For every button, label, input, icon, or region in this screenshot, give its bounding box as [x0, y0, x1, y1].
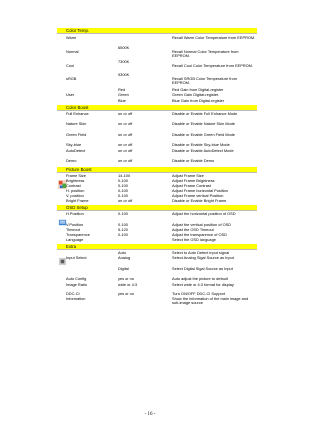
- setting-range: on or off: [118, 142, 133, 147]
- setting-range: 0-100: [118, 193, 128, 198]
- setting-name: Demo: [66, 158, 77, 163]
- setting-description: Disable or Enable Sky-blue Mode: [172, 142, 230, 147]
- setting-description: Disable or Enable Demo: [172, 158, 215, 163]
- setting-range: wide or 4:3: [118, 282, 138, 287]
- table-section: [57, 28, 257, 105]
- setting-name: DDC-CI: [66, 291, 80, 296]
- setting-name: V.Position: [66, 222, 84, 227]
- setting-description: Recall SRGB Color Temperature from EEPROM.: [172, 76, 238, 86]
- setting-description: Adjust Frame Brightness: [172, 178, 215, 183]
- setting-description: Adjust the transparence of OSD: [172, 232, 227, 237]
- setting-range: 5-120: [118, 227, 128, 232]
- setting-range: Digital: [118, 266, 129, 271]
- setting-range: 14-100: [118, 173, 131, 178]
- section-header: [57, 167, 257, 173]
- setting-name: Timeout: [66, 227, 80, 232]
- setting-name: H.Position: [66, 211, 84, 216]
- setting-name: Green Field: [66, 132, 87, 137]
- setting-name: Image Ratio: [66, 282, 87, 287]
- setting-range: on or off: [118, 121, 133, 126]
- section-title: Extra: [66, 244, 77, 249]
- setting-range: on or off: [118, 111, 133, 116]
- setting-range: Auto: [118, 250, 127, 255]
- setting-description: Green Gain Digital-register.: [172, 92, 220, 97]
- section-title: Color Boost: [66, 105, 89, 110]
- setting-description: Red Gain from Digital-register: [172, 87, 224, 92]
- setting-description: Adjust the horizontal position of OSD: [172, 211, 236, 216]
- setting-range: 0-100: [118, 183, 128, 188]
- setting-description: Adjust Frame Contrast: [172, 183, 211, 188]
- setting-name: Contrast: [66, 183, 81, 188]
- setting-description: Select Digital Sigal Source as Input: [172, 266, 233, 271]
- section-header: [57, 28, 257, 34]
- setting-name: AutoDetect: [66, 148, 86, 153]
- setting-name: User: [66, 92, 75, 97]
- setting-description: Recall Warm Color Temperature from EEPROM.: [172, 35, 256, 40]
- setting-description: Select wide or 4:3 format for display: [172, 282, 234, 287]
- setting-name: Full Enhance: [66, 111, 89, 116]
- setting-name: H. position: [66, 188, 85, 193]
- setting-name: Nature Skin: [66, 121, 87, 126]
- setting-description: Adjust the OSD Timeout: [172, 227, 214, 232]
- setting-description: Recall Normal Color Temperature from EEPROM.: [172, 49, 239, 59]
- setting-range: on or off: [118, 198, 133, 203]
- setting-range: 0-100: [118, 211, 128, 216]
- setting-description: Show the information of the main image and sub-image source: [172, 296, 249, 306]
- setting-description: Disable or Enable Bright Frame: [172, 198, 227, 203]
- setting-range: 0-100: [118, 188, 128, 193]
- setting-description: Disable or Enable Green Field Mode: [172, 132, 235, 137]
- setting-range: Analog: [118, 255, 131, 260]
- setting-name: Normal: [66, 49, 79, 54]
- setting-description: Disable or Enable Nature Skin Mode: [172, 121, 235, 126]
- setting-range: 6500K: [118, 45, 130, 50]
- setting-name: Sky-blue: [66, 142, 82, 147]
- setting-description: Disable or Enable Full Enhance Mode: [172, 111, 238, 116]
- setting-range: yes or no: [118, 291, 135, 296]
- setting-description: Blue Gain from Digital-register: [172, 98, 225, 103]
- section-title: OSD Setup: [66, 205, 88, 210]
- setting-range: on or off: [118, 158, 133, 163]
- setting-range: 0-100: [118, 222, 128, 227]
- setting-name: Frame Size: [66, 173, 86, 178]
- table-section: [57, 167, 257, 205]
- setting-range: 0-100: [118, 178, 128, 183]
- setting-description: Adjust Frame Size: [172, 173, 204, 178]
- table-section: [57, 244, 257, 309]
- setting-name: Auto Config: [66, 276, 87, 281]
- setting-description: Turn ON/OFF DDC-CI Support: [172, 291, 226, 296]
- osd-function-table: [57, 28, 257, 309]
- setting-range: on or off: [118, 148, 133, 153]
- setting-description: Auto adjust the picture to default: [172, 276, 228, 281]
- setting-description: Recall Cool Color Temperature from EEPROM.: [172, 63, 254, 68]
- setting-name: Bright Frame: [66, 198, 89, 203]
- section-title: Color Temp.: [66, 28, 90, 33]
- setting-range: 9300K: [118, 72, 130, 77]
- setting-name: Warm: [66, 35, 77, 40]
- setting-name: sRGB: [66, 76, 77, 81]
- setting-description: Disable or Enable AutoDetect Mode: [172, 148, 234, 153]
- setting-name: V. position: [66, 193, 84, 198]
- setting-range: Blue: [118, 98, 126, 103]
- setting-range: 0-100: [118, 232, 128, 237]
- section-title: Picture Boost: [66, 167, 92, 172]
- setting-description: Adjust Frame horizontal Position: [172, 188, 229, 193]
- setting-description: Select to Auto Detect input signal: [172, 250, 230, 255]
- setting-range: on or off: [118, 132, 133, 137]
- setting-description: Adjust the vertical position of OSD: [172, 222, 232, 227]
- setting-name: Language: [66, 237, 84, 242]
- setting-name: Brightness: [66, 178, 85, 183]
- setting-name: Cool: [66, 63, 75, 68]
- setting-name: Input Select: [66, 255, 87, 260]
- setting-range: Red: [118, 87, 126, 92]
- setting-range: Green: [118, 92, 129, 97]
- setting-description: Adjust Frame vertical Position: [172, 193, 224, 198]
- setting-description: Select the OSD language: [172, 237, 216, 242]
- table-section: [57, 105, 257, 167]
- setting-range: 7300K: [118, 59, 130, 64]
- setting-description: Select Analog Sigal Source as Input: [172, 255, 234, 260]
- setting-range: yes or no: [118, 276, 135, 281]
- table-section: [57, 205, 257, 244]
- page-number: - 16 -: [144, 412, 156, 417]
- setting-name: Information: [66, 296, 86, 301]
- setting-name: Transparence: [66, 232, 90, 237]
